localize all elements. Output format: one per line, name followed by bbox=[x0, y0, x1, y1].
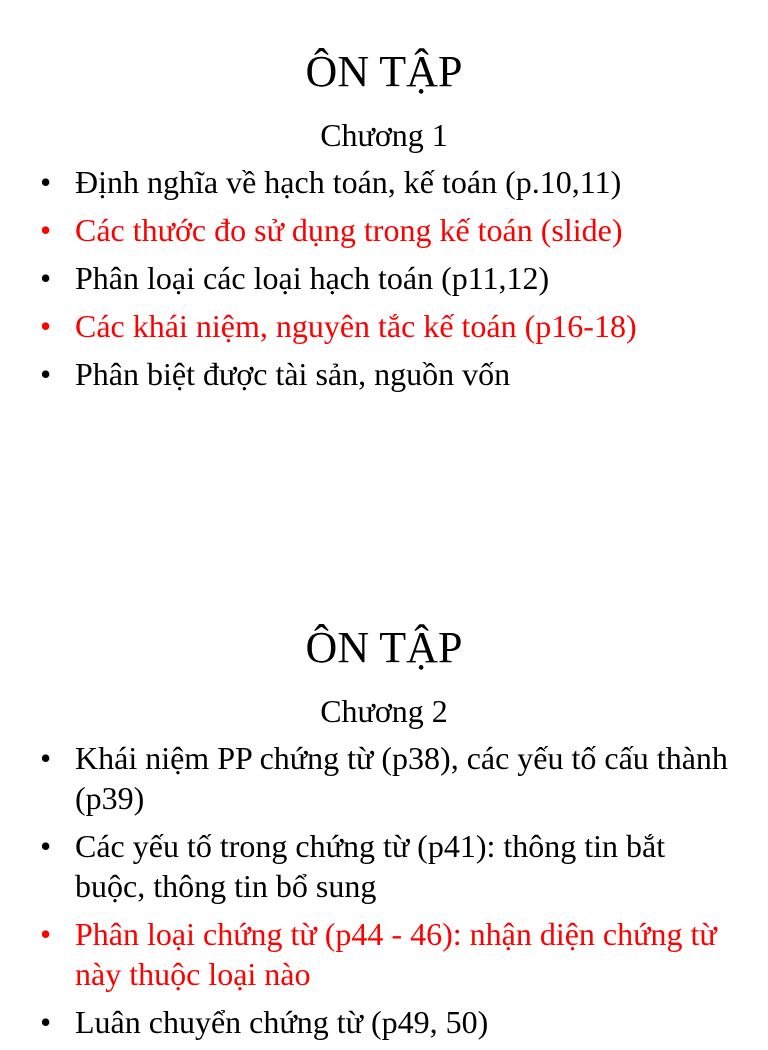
list-item-text: Các thước đo sử dụng trong kế toán (slide) bbox=[75, 212, 623, 248]
list-item bbox=[40, 354, 730, 394]
list-item-text: Phân loại chứng từ (p44 - 46): nhận diện chứng từ này thuộc loại nào bbox=[75, 916, 717, 992]
bullet-icon: • bbox=[40, 1004, 52, 1040]
list-item-text: Định nghĩa về hạch toán, kế toán (p.10,11) bbox=[75, 164, 622, 200]
list-item-text: Khái niệm PP chứng từ (p38), các yếu tố cấu thành (p39) bbox=[75, 740, 728, 816]
list-item-text: Phân biệt được tài sản, nguồn vốn bbox=[75, 356, 511, 392]
list-item-text: Phân loại các loại hạch toán (p11,12) bbox=[75, 260, 550, 296]
bullet-list bbox=[40, 162, 730, 402]
bullet-list bbox=[40, 738, 730, 1050]
bullet-icon: • bbox=[40, 356, 52, 392]
list-item bbox=[40, 1002, 730, 1042]
slide-subtitle: Chương 1 bbox=[320, 117, 448, 153]
list-item-text: Các yếu tố trong chứng từ (p41): thông tin bắt buộc, thông tin bổ sung bbox=[75, 828, 666, 904]
bullet-icon: • bbox=[40, 260, 52, 296]
bullet-icon: • bbox=[40, 164, 52, 200]
slide-title: ÔN TẬP bbox=[305, 47, 463, 96]
list-item bbox=[40, 914, 730, 994]
slide-title: ÔN TẬP bbox=[305, 623, 463, 672]
list-item-text: Các khái niệm, nguyên tắc kế toán (p16-18) bbox=[75, 308, 637, 344]
bullet-icon: • bbox=[40, 308, 52, 344]
list-item bbox=[40, 258, 730, 298]
list-item bbox=[40, 162, 730, 202]
list-item bbox=[40, 738, 730, 818]
list-item-text: Luân chuyển chứng từ (p49, 50) bbox=[75, 1004, 489, 1040]
list-item bbox=[40, 210, 730, 250]
list-item bbox=[40, 826, 730, 906]
slide-subtitle: Chương 2 bbox=[320, 693, 448, 729]
bullet-icon: • bbox=[40, 212, 52, 248]
bullet-icon: • bbox=[40, 740, 52, 776]
bullet-icon: • bbox=[40, 916, 52, 952]
bullet-icon: • bbox=[40, 828, 52, 864]
list-item bbox=[40, 306, 730, 346]
